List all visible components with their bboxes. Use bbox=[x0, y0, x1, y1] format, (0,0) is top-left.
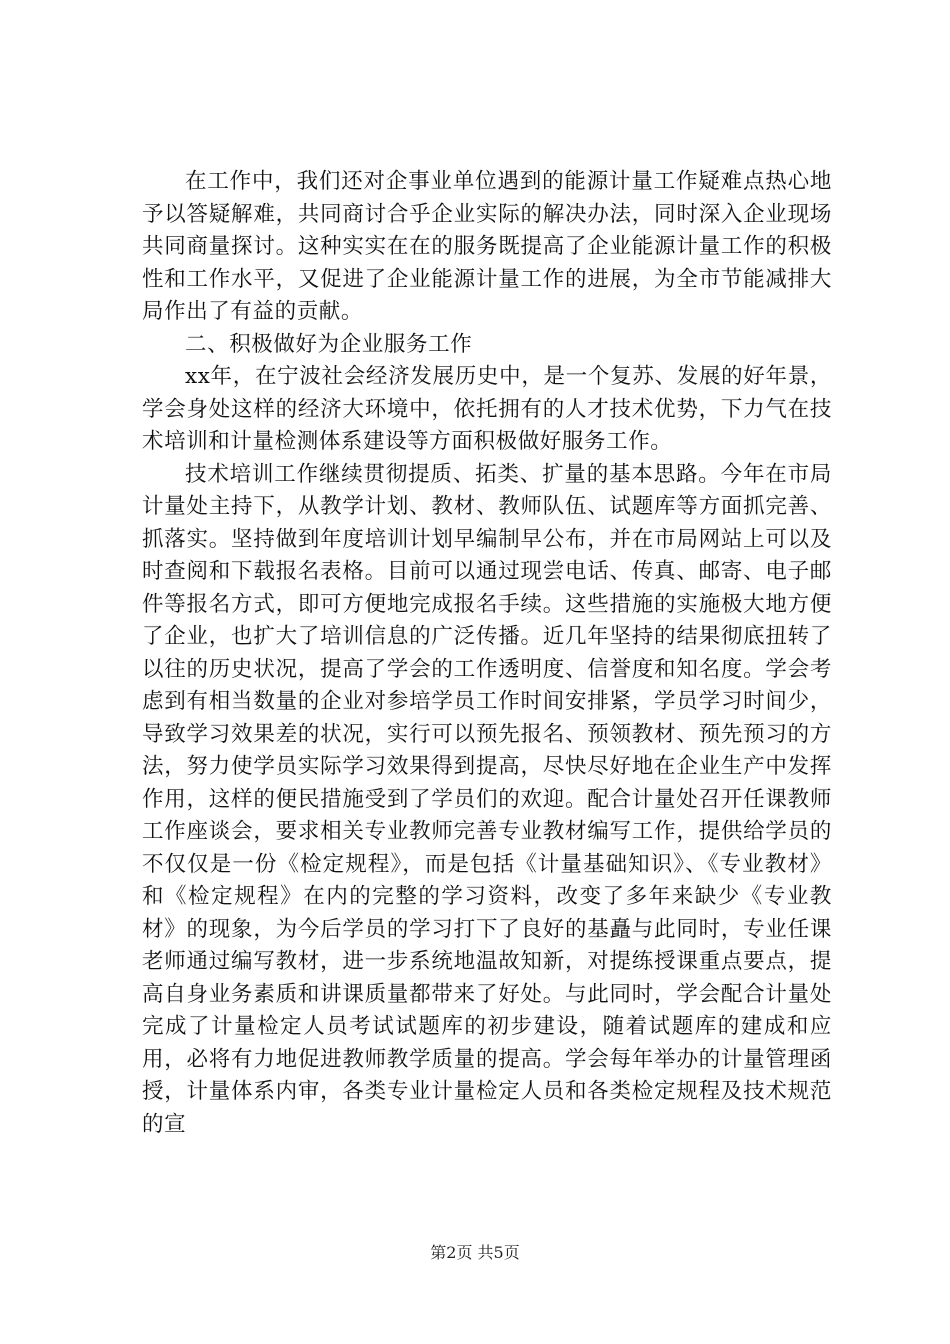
paragraph-energy-metering-service: 在工作中，我们还对企事业单位遇到的能源计量工作疑难点热心地予以答疑解难，共同商讨合乎企业实际的解决办法，同时深入企业现场共同商量探讨。这种实实在在的服务既提高了企业能源计量工作的积极性和工作水平，又促进了企业能源计量工作的进展，为全市节能减排大局作出了有益的贡献。 bbox=[142, 169, 832, 324]
document-body bbox=[142, 166, 832, 1141]
paragraph-technical-training: 技术培训工作继续贯彻提质、拓类、扩量的基本思路。今年在市局计量处主持下，从教学计划、教材、教师队伍、试题库等方面抓完善、抓落实。坚持做到年度培训计划早编制早公布，并在市局网站上可以及时查阅和下载报名表格。目前可以通过现尝电话、传真、邮寄、电子邮件等报名方式，即可方便地完成报名手续。这些措施的实施极大地方便了企业，也扩大了培训信息的广泛传播。近几年坚持的结果彻底扭转了以往的历史状况，提高了学会的工作透明度、信誉度和知名度。学会考虑到有相当数量的企业对参培学员工作时间安排紧，学员学习时间少，导致学习效果差的状况，实行可以预先报名、预领教材、预先预习的方法，努力使学员实际学习效果得到提高，尽快尽好地在企业生产中发挥作用，这样的便民措施受到了学员们的欢迎。配合计量处召开任课教师工作座谈会，要求相关专业教师完善专业教材编写工作，提供给学员的不仅仅是一份《检定规程》，而是包括《计量基础知识》、《专业教材》和《检定规程》在内的完整的学习资料，改变了多年来缺少《专业教材》的现象，为今后学员的学习打下了良好的基矗与此同时，专业任课老师通过编写教材，进一步系统地温故知新，对提练授课重点要点，提高自身业务素质和讲课质量都带来了好处。与此同时，学会配合计量处完成了计量检定人员考试试题库的初步建设，随着试题库的建成和应用，必将有力地促进教师教学质量的提高。学会每年举办的计量管理函授，计量体系内审，各类专业计量检定人员和各类检定规程及技术规范的宣 bbox=[142, 461, 832, 1137]
section-heading-enterprise-service: 二、积极做好为企业服务工作 bbox=[185, 331, 473, 357]
page-number-footer: 第2页 共5页 bbox=[430, 1243, 520, 1262]
paragraph-economic-environment: xx年，在宁波社会经济发展历史中，是一个复苏、发展的好年景，学会身处这样的经济大环境中，依托拥有的人才技术优势，下力气在技术培训和计量检测体系建设等方面积极做好服务工作。 bbox=[142, 364, 832, 454]
